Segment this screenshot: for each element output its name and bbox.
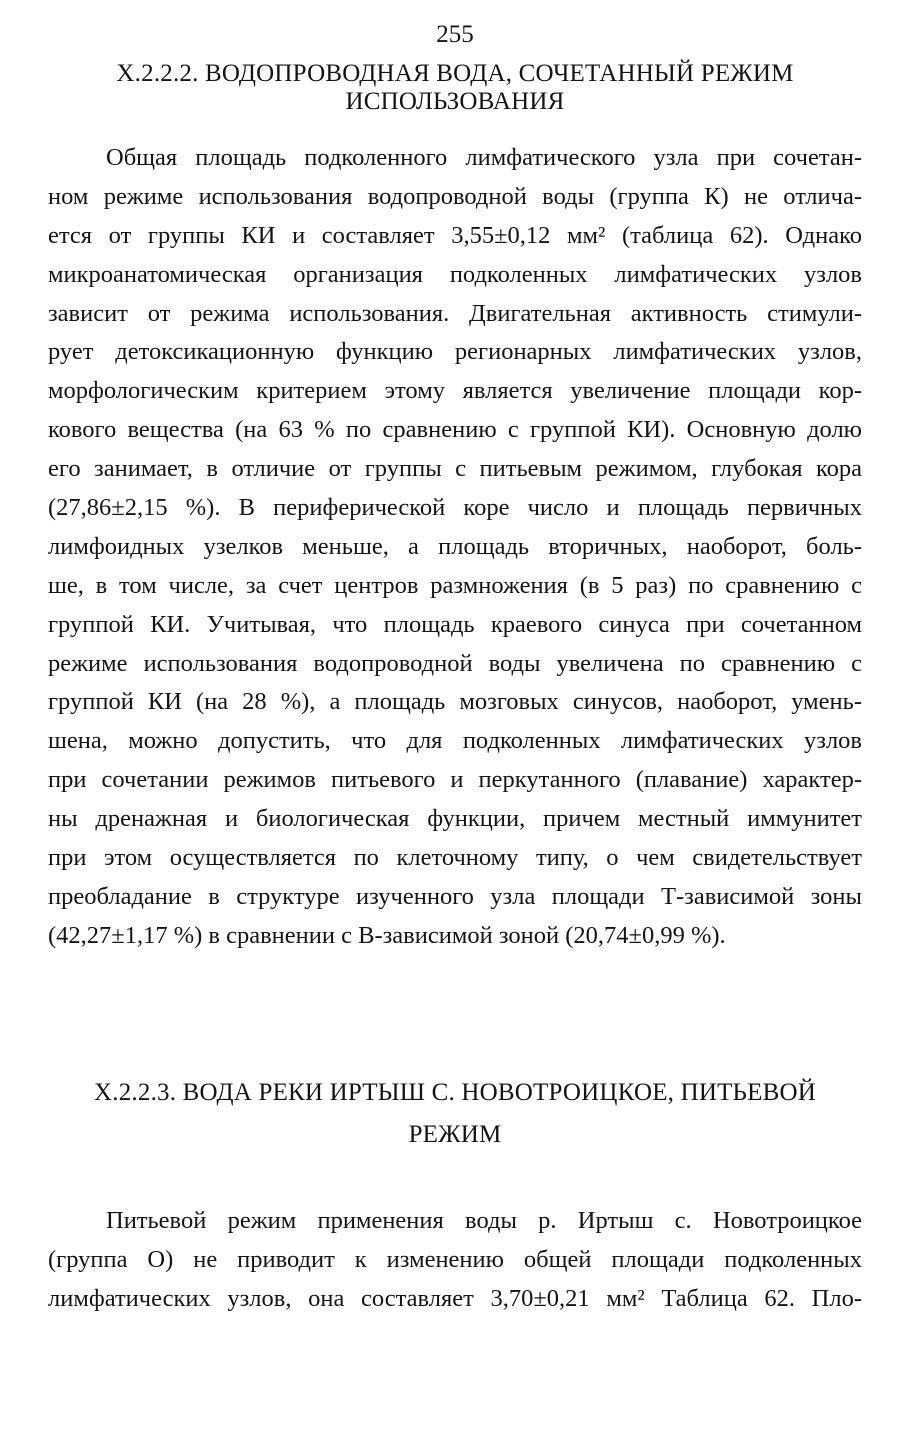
text-line: Общая площадь подколенного лимфатического узла при сочетан- <box>106 144 862 171</box>
text-line: шена, можно допустить, что для подколенных лимфатических узлов <box>48 727 862 755</box>
text-line: рует детоксикационную функцию регионарных лимфатических узлов, <box>48 338 862 366</box>
text-line: микроанатомическая организация подколенных лимфатических узлов <box>48 260 862 288</box>
text-line: лимфатических узлов, она составляет 3,70±0,21 мм² Таблица 62. Пло- <box>48 1284 862 1312</box>
text-line: (42,27±1,17 %) в сравнении с В-зависимой зоной (20,74±0,99 %). <box>48 921 726 949</box>
text-line: ном режиме использования водопроводной воды (группа К) не отлича- <box>48 182 862 210</box>
heading-line: X.2.2.3. ВОДА РЕКИ ИРТЫШ С. НОВОТРОИЦКОЕ, ПИТЬЕВОЙ <box>94 1079 816 1106</box>
text-line: преобладание в структуре изученного узла площади Т-зависимой зоны <box>48 882 862 910</box>
text-line: Питьевой режим применения воды р. Иртыш с. Новотроицкое <box>106 1207 862 1234</box>
text-line: морфологическим критерием этому является увеличение площади кор- <box>48 377 862 405</box>
text-line: группой КИ (на 28 %), а площадь мозговых синусов, наоборот, умень- <box>48 688 862 716</box>
text-line: кового вещества (на 63 % по сравнению с группой КИ). Основную долю <box>48 416 862 444</box>
text-line: ше, в том числе, за счет центров размножения (в 5 раз) по сравнению с <box>48 571 862 599</box>
text-line: лимфоидных узелков меньше, а площадь вторичных, наоборот, боль- <box>48 532 862 560</box>
text-line: при сочетании режимов питьевого и перкутанного (плавание) характер- <box>48 766 862 794</box>
text-line: (27,86±2,15 %). В периферической коре число и площадь первичных <box>48 494 862 522</box>
page-number: 255 <box>436 21 474 48</box>
heading-line: РЕЖИМ <box>408 1121 502 1148</box>
heading-line: ИСПОЛЬЗОВАНИЯ <box>345 88 565 115</box>
heading-line: X.2.2.2. ВОДОПРОВОДНАЯ ВОДА, СОЧЕТАННЫЙ РЕЖИМ <box>116 60 794 87</box>
section-heading-x2-2-3 <box>40 1072 870 1156</box>
body-paragraph <box>48 1202 862 1319</box>
text-line: (группа О) не приводит к изменению общей площади подколенных <box>48 1245 862 1273</box>
section-heading-x2-2-2 <box>40 60 870 116</box>
text-line: ется от группы КИ и составляет 3,55±0,12 мм² (таблица 62). Однако <box>48 221 862 249</box>
text-line: ны дренажная и биологическая функции, причем местный иммунитет <box>48 805 862 833</box>
text-line: режиме использования водопроводной воды увеличена по сравнению с <box>48 649 862 677</box>
text-line: при этом осуществляется по клеточному типу, о чем свидетельствует <box>48 844 862 872</box>
text-line: его занимает, в отличие от группы с питьевым режимом, глубокая кора <box>48 455 862 483</box>
body-paragraph <box>48 139 862 956</box>
text-line: группой КИ. Учитывая, что площадь краевого синуса при сочетанном <box>48 610 862 638</box>
text-line: зависит от режима использования. Двигательная активность стимули- <box>48 299 862 327</box>
